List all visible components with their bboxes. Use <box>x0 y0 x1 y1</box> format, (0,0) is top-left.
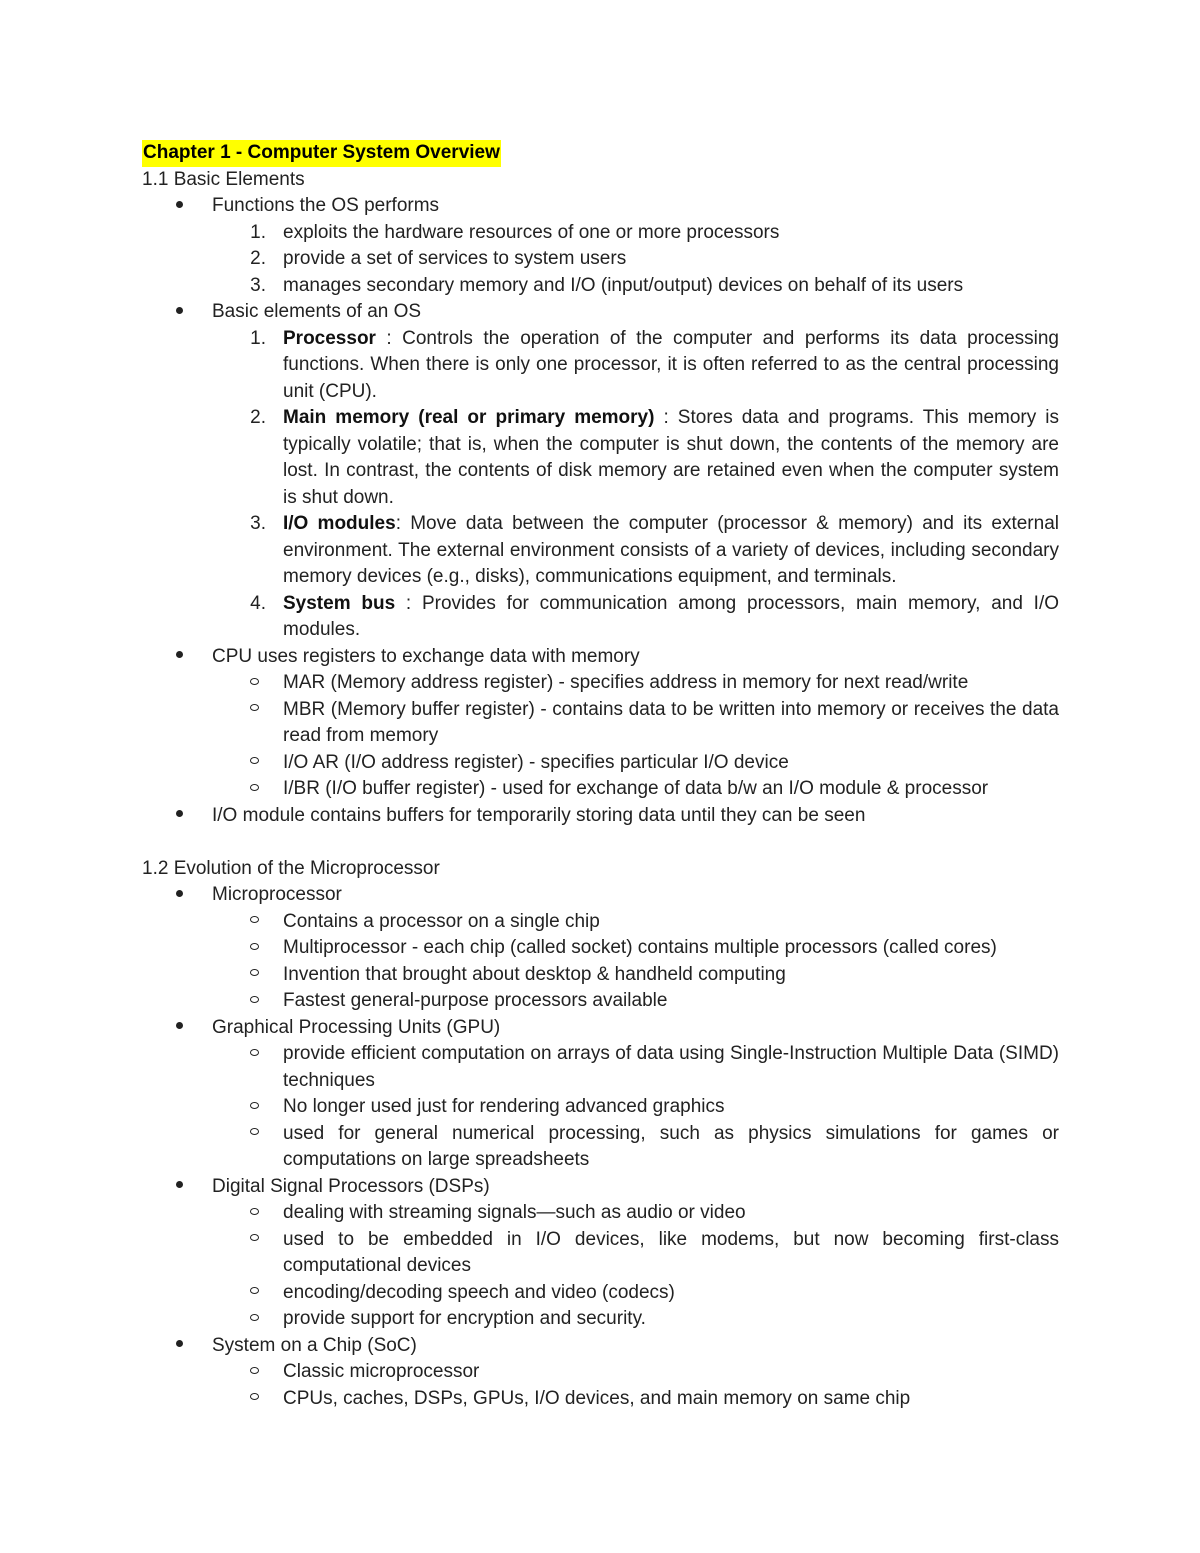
sub-item <box>142 962 1059 989</box>
bullet-text: Microprocessor <box>212 884 342 905</box>
sub-item <box>142 1200 1059 1227</box>
sub-item-text: exploits the hardware resources of one or more processors <box>283 221 780 243</box>
section-heading: 1.1 Basic Elements <box>142 168 305 190</box>
list-number: 3. <box>250 513 266 534</box>
list-number: 4. <box>250 592 266 614</box>
sub-item-text: CPUs, caches, DSPs, GPUs, I/O devices, and main memory on same chip <box>283 1387 911 1409</box>
term-label: Processor <box>283 327 376 349</box>
sub-item <box>142 405 1059 511</box>
sub-item-text: No longer used just for rendering advanced graphics <box>283 1096 725 1117</box>
bullet-text: Functions the OS performs <box>212 195 440 216</box>
bullet-item <box>142 1333 1059 1360</box>
sub-item <box>142 591 1059 644</box>
bullet-item <box>142 882 1059 909</box>
sub-item <box>142 1280 1059 1307</box>
sub-item-text: I/O AR (I/O address register) - specifies particular I/O device <box>283 751 789 773</box>
sub-item-text: : Move data between the computer (processor & memory) and its external environment. The external environment consists of a variety of devices, including secondary memory devices (e.g., disks), communications equipment, and terminals. <box>283 513 1059 587</box>
circle-bullet-icon <box>245 1200 263 1227</box>
circle-bullet-icon <box>245 1306 263 1333</box>
term-label: I/O modules <box>283 513 396 534</box>
sub-item <box>142 1227 1059 1280</box>
sub-item-text: used for general numerical processing, such as physics simulations for games or computations on large spreadsheets <box>283 1122 1059 1170</box>
bullet-dot-icon <box>170 882 188 909</box>
sub-item-text: : Controls the operation of the computer and performs its data processing functions. When there is only one processor, it is often referred to as the central processing unit (CPU). <box>283 327 1059 402</box>
sub-item <box>142 326 1059 406</box>
term-label: System bus <box>283 592 396 614</box>
document-content <box>142 140 1059 1412</box>
chapter-title-line <box>142 140 1059 167</box>
sub-item-text: used to be embedded in I/O devices, like modems, but now becoming first-class computational devices <box>283 1228 1059 1276</box>
bullet-dot-icon <box>170 644 188 671</box>
sub-item <box>142 273 1059 300</box>
bullet-item <box>142 803 1059 830</box>
sub-item <box>142 1041 1059 1094</box>
list-number: 2. <box>250 248 266 269</box>
circle-bullet-icon <box>245 697 263 724</box>
sub-item-text: provide support for encryption and security. <box>283 1308 646 1329</box>
circle-bullet-icon <box>245 962 263 989</box>
list-number: 2. <box>250 407 266 428</box>
sections-container <box>142 167 1059 1413</box>
circle-bullet-icon <box>245 1227 263 1254</box>
circle-bullet-icon <box>245 1280 263 1307</box>
sub-item-text: Contains a processor on a single chip <box>283 910 600 932</box>
bullet-item <box>142 644 1059 671</box>
sub-item <box>142 776 1059 803</box>
bullet-text: I/O module contains buffers for temporarily storing data until they can be seen <box>212 804 866 826</box>
list-number: 1. <box>250 221 266 243</box>
sub-item <box>142 670 1059 697</box>
sub-item-text: MBR (Memory buffer register) - contains data to be written into memory or receives the data read from memory <box>283 698 1059 746</box>
bullet-dot-icon <box>170 299 188 326</box>
circle-bullet-icon <box>245 670 263 697</box>
sub-item <box>142 909 1059 936</box>
list-number: 1. <box>250 327 266 349</box>
sub-item <box>142 1386 1059 1413</box>
sub-item-text: : Provides for communication among processors, main memory, and I/O modules. <box>283 592 1060 640</box>
sub-item-text: Invention that brought about desktop & handheld computing <box>283 963 786 985</box>
circle-bullet-icon <box>245 1041 263 1068</box>
bullet-item <box>142 1015 1059 1042</box>
sub-item-text: Fastest general-purpose processors available <box>283 990 668 1011</box>
circle-bullet-icon <box>245 909 263 936</box>
section-heading: 1.2 Evolution of the Microprocessor <box>142 857 440 879</box>
bullet-dot-icon <box>170 1174 188 1201</box>
sub-item-text: provide efficient computation on arrays of data using Single-Instruction Multiple Data (SIMD) techniques <box>283 1043 1059 1091</box>
circle-bullet-icon <box>245 1094 263 1121</box>
circle-bullet-icon <box>245 1359 263 1386</box>
sub-item-text: MAR (Memory address register) - specifies address in memory for next read/write <box>283 672 969 693</box>
sub-item-text: manages secondary memory and I/O (input/output) devices on behalf of its users <box>283 274 964 296</box>
circle-bullet-icon <box>245 935 263 962</box>
bullet-text: Basic elements of an OS <box>212 301 422 322</box>
bullet-dot-icon <box>170 193 188 220</box>
circle-bullet-icon <box>245 750 263 777</box>
circle-bullet-icon <box>245 1386 263 1413</box>
term-label: Main memory (real or primary memory) <box>283 407 655 428</box>
bullet-text: Graphical Processing Units (GPU) <box>212 1016 501 1038</box>
sub-item <box>142 935 1059 962</box>
sub-item-text: I/BR (I/O buffer register) - used for exchange of data b/w an I/O module & processor <box>283 778 989 799</box>
bullet-dot-icon <box>170 1015 188 1042</box>
bullet-item <box>142 1174 1059 1201</box>
bullet-text: CPU uses registers to exchange data with memory <box>212 645 640 667</box>
sub-item-text: Classic microprocessor <box>283 1361 480 1382</box>
bullet-text: System on a Chip (SoC) <box>212 1334 417 1356</box>
sub-item-text: dealing with streaming signals—such as audio or video <box>283 1202 746 1223</box>
circle-bullet-icon <box>245 776 263 803</box>
sub-item <box>142 1121 1059 1174</box>
bullet-text: Digital Signal Processors (DSPs) <box>212 1175 490 1197</box>
section-spacer <box>142 829 1059 856</box>
circle-bullet-icon <box>245 1121 263 1148</box>
sub-item-text: Multiprocessor - each chip (called socket) contains multiple processors (called cores) <box>283 937 997 958</box>
sub-item-text: provide a set of services to system users <box>283 248 627 269</box>
bullet-dot-icon <box>170 1333 188 1360</box>
bullet-item <box>142 299 1059 326</box>
sub-item <box>142 750 1059 777</box>
circle-bullet-icon <box>245 988 263 1015</box>
sub-item-text: : Stores data and programs. This memory is typically volatile; that is, when the computer is shut down, the contents of the memory are lost. In contrast, the contents of disk memory are retained even when the computer system is shut down. <box>283 407 1059 508</box>
sub-item <box>142 1359 1059 1386</box>
sub-item <box>142 220 1059 247</box>
sub-item <box>142 1094 1059 1121</box>
sub-item <box>142 697 1059 750</box>
sub-item <box>142 511 1059 591</box>
list-number: 3. <box>250 274 266 296</box>
bullet-dot-icon <box>170 803 188 830</box>
chapter-title: Chapter 1 - Computer System Overview <box>142 140 501 167</box>
sub-item-text: encoding/decoding speech and video (codecs) <box>283 1281 675 1303</box>
bullet-item <box>142 193 1059 220</box>
sub-item <box>142 1306 1059 1333</box>
sub-item <box>142 988 1059 1015</box>
sub-item <box>142 246 1059 273</box>
